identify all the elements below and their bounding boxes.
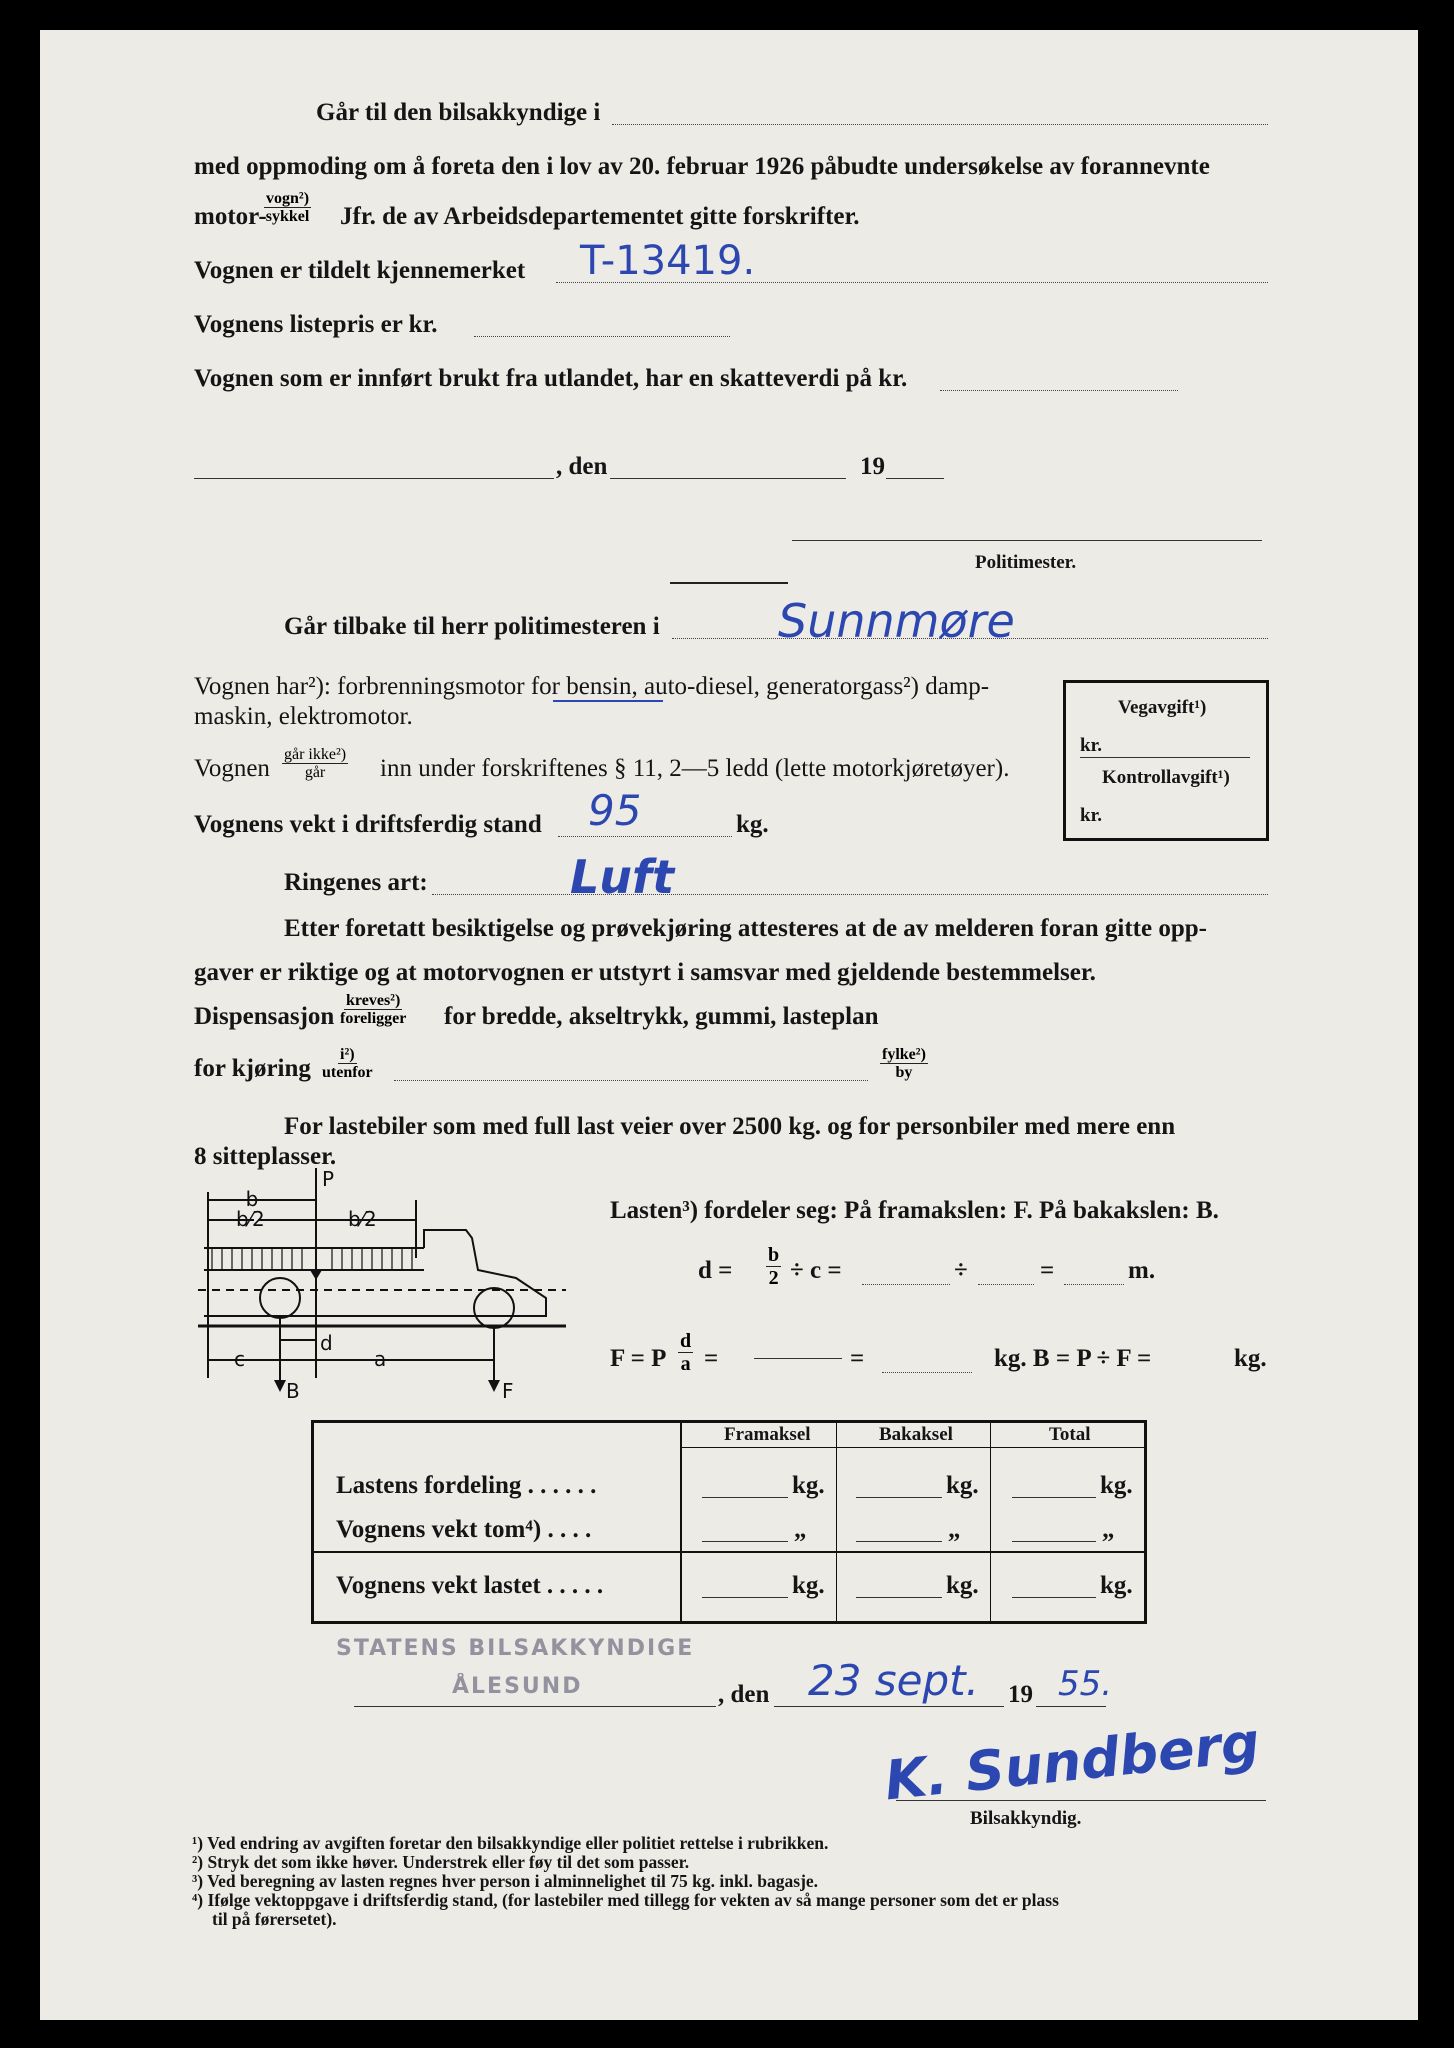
frac-a: a bbox=[680, 1353, 691, 1375]
footnote-2: ²) Stryk det som ikke høver. Understrek eller føy til det som passer. bbox=[192, 1852, 690, 1872]
diagram-label-a: a bbox=[374, 1347, 387, 1371]
kjoring-field[interactable] bbox=[394, 1080, 868, 1081]
formula-eq2: = bbox=[850, 1345, 865, 1372]
table-unit: kg. bbox=[1100, 1472, 1133, 1499]
den-label: , den bbox=[556, 453, 608, 480]
table-cell-field[interactable] bbox=[856, 1541, 942, 1542]
gar-fraction bbox=[282, 746, 348, 781]
formula-F-result[interactable] bbox=[882, 1372, 972, 1373]
diagram-label-d: d bbox=[320, 1331, 333, 1355]
gar-rest: inn under forskriftenes § 11, 2—5 ledd (lette motorkjøretøyer). bbox=[380, 755, 1010, 782]
bilsakkyndig-label: Bilsakkyndig. bbox=[970, 1808, 1082, 1829]
vegavgift-box bbox=[1063, 680, 1269, 841]
kjennemerke-handwritten: T-13419. bbox=[580, 238, 756, 284]
stamp-line1: STATENS BILSAKKYNDIGE bbox=[336, 1636, 695, 1661]
bensin-underline bbox=[553, 700, 663, 702]
ringer-handwritten: Luft bbox=[570, 850, 675, 904]
signed-date-handwritten: 23 sept. bbox=[808, 1656, 979, 1705]
table-row-label: Lastens fordeling . . . . . . bbox=[336, 1472, 597, 1499]
formula-F: F = P bbox=[610, 1345, 667, 1372]
frac-vogn: vogn²) bbox=[266, 190, 310, 207]
kjoring-label: for kjøring bbox=[194, 1055, 311, 1082]
year-field[interactable] bbox=[886, 478, 944, 479]
table-row-label: Vognens vekt lastet . . . . . bbox=[336, 1572, 604, 1599]
listepris-field[interactable] bbox=[474, 336, 730, 337]
diagram-label-F: F bbox=[502, 1379, 514, 1403]
formula-kg: kg. bbox=[1234, 1345, 1267, 1372]
disp-rest: for bredde, akseltrykk, gummi, lasteplan bbox=[444, 1003, 879, 1030]
lastebil-line2: 8 sitteplasser. bbox=[194, 1143, 337, 1170]
form-line2: med oppmoding om å foreta den i lov av 20. februar 1926 påbudte undersøkelse av forannevnte bbox=[194, 153, 1210, 180]
table-unit: kg. bbox=[946, 1572, 979, 1599]
signed-date-field[interactable] bbox=[774, 1706, 1004, 1707]
i-utenfor-fraction bbox=[322, 1046, 373, 1081]
table-header-total: Total bbox=[1049, 1424, 1091, 1445]
signed-year-field[interactable] bbox=[1036, 1706, 1106, 1707]
footnote-1: ¹) Ved endring av avgiften foretar den bilsakkyndige eller politiet rettelse i rubrikken. bbox=[192, 1833, 829, 1853]
bilsakkyndig-signature: K. Sundberg bbox=[881, 1710, 1263, 1813]
frac-i: i²) bbox=[340, 1046, 355, 1063]
table-row-label: Vognens vekt tom⁴) . . . . bbox=[336, 1516, 592, 1543]
vekt-label: Vognens vekt i driftsferdig stand bbox=[194, 811, 542, 838]
diagram-label-b2a: b⁄2 bbox=[236, 1207, 265, 1231]
politimester-signature-field[interactable] bbox=[792, 540, 1262, 541]
table-header-framaksel: Framaksel bbox=[724, 1424, 811, 1445]
frac-utenfor: utenfor bbox=[322, 1064, 373, 1081]
frac-gar-ikke: går ikke²) bbox=[284, 746, 347, 763]
frac-b: b bbox=[768, 1244, 780, 1266]
motor-line2: maskin, elektromotor. bbox=[194, 703, 413, 730]
etter-line2: gaver er riktige og at motorvognen er utstyrt i samsvar med gjeldende bestemmelser. bbox=[194, 959, 1096, 986]
formula-d-field1[interactable] bbox=[862, 1284, 950, 1285]
frac-fylke: fylke²) bbox=[882, 1046, 926, 1063]
axle-load-diagram bbox=[196, 1168, 572, 1404]
diagram-label-b2b: b⁄2 bbox=[348, 1207, 377, 1231]
signed-year-prefix: 19 bbox=[1008, 1681, 1033, 1708]
frac-sykkel: sykkel bbox=[265, 208, 310, 225]
formula-B: kg. B = P ÷ F = bbox=[994, 1345, 1152, 1372]
kjennemerke-label: Vognen er tildelt kjennemerket bbox=[194, 257, 526, 284]
listepris-label: Vognens listepris er kr. bbox=[194, 311, 438, 338]
table-header-bakaksel: Bakaksel bbox=[879, 1424, 953, 1445]
signed-place-field[interactable] bbox=[354, 1706, 716, 1707]
frac-gar: går bbox=[304, 764, 326, 781]
frac-by: by bbox=[895, 1064, 913, 1081]
table-cell-field[interactable] bbox=[1012, 1597, 1096, 1598]
diagram-label-b: b bbox=[245, 1187, 259, 1211]
place-field[interactable] bbox=[194, 478, 554, 479]
frac-kreves: kreves²) bbox=[346, 992, 401, 1009]
stamp-line2: ÅLESUND bbox=[452, 1674, 583, 1699]
vegavgift-kr: kr. bbox=[1080, 735, 1103, 756]
diagram-label-c: c bbox=[234, 1347, 245, 1371]
frac-dd: d bbox=[680, 1330, 692, 1352]
politimester-label: Politimester. bbox=[975, 552, 1077, 573]
skatteverdi-label: Vognen som er innført brukt fra utlandet, har en skatteverdi på kr. bbox=[194, 365, 908, 392]
date-field[interactable] bbox=[610, 478, 846, 479]
table-cell-field[interactable] bbox=[702, 1497, 788, 1498]
vegavgift-field[interactable] bbox=[1080, 757, 1250, 758]
kontrollavgift-label: Kontrollavgift¹) bbox=[1102, 767, 1230, 788]
table-cell-field[interactable] bbox=[856, 1597, 942, 1598]
motor-prefix: motor- bbox=[194, 203, 267, 230]
formula-div: ÷ bbox=[954, 1257, 968, 1284]
footnote-4: ⁴) Ifølge vektoppgave i driftsferdig stand, (for lastebiler med tillegg for vekten av så mange personer som det er plass bbox=[192, 1890, 1059, 1910]
table-unit: „ bbox=[794, 1516, 807, 1543]
ringer-field[interactable] bbox=[432, 894, 1268, 895]
weight-table bbox=[311, 1420, 1147, 1624]
tilbake-handwritten: Sunnmøre bbox=[778, 594, 1015, 648]
frac-2: 2 bbox=[768, 1267, 779, 1289]
formula-d: d = bbox=[698, 1257, 733, 1284]
kreves-fraction bbox=[340, 992, 406, 1027]
disp-label: Dispensasjon bbox=[194, 1003, 335, 1030]
footnote-3: ³) Ved beregning av lasten regnes hver person i alminnelighet til 75 kg. inkl. bagasje. bbox=[192, 1871, 819, 1891]
vogn-sykkel-fraction bbox=[264, 190, 311, 225]
vekt-kg: kg. bbox=[736, 811, 769, 838]
footnote-4-cont: til på førersetet). bbox=[212, 1909, 337, 1929]
table-unit: kg. bbox=[946, 1472, 979, 1499]
formula-d-field2[interactable] bbox=[978, 1284, 1034, 1285]
diagram-label-P: P bbox=[322, 1168, 335, 1191]
tilbake-label: Går tilbake til herr politimesteren i bbox=[284, 613, 660, 640]
form-line1: Går til den bilsakkyndige i bbox=[316, 99, 601, 126]
separator bbox=[670, 582, 788, 584]
table-cell-field[interactable] bbox=[702, 1597, 788, 1598]
fylke-by-fraction bbox=[880, 1046, 928, 1081]
kontrollavgift-kr: kr. bbox=[1080, 805, 1103, 826]
year-prefix: 19 bbox=[860, 453, 885, 480]
vekt-field[interactable] bbox=[558, 836, 732, 837]
table-cell-field[interactable] bbox=[856, 1497, 942, 1498]
vegavgift-label: Vegavgift¹) bbox=[1118, 697, 1207, 718]
formula-d-result[interactable] bbox=[1064, 1284, 1124, 1285]
formula-d-mid: ÷ c = bbox=[790, 1257, 842, 1284]
table-unit: kg. bbox=[792, 1572, 825, 1599]
table-cell-field[interactable] bbox=[1012, 1497, 1096, 1498]
ringer-label: Ringenes art: bbox=[284, 869, 428, 896]
gar-prefix: Vognen bbox=[194, 755, 270, 782]
lastebil-line1: For lastebiler som med full last veier over 2500 kg. og for personbiler med mere enn bbox=[284, 1113, 1176, 1140]
form-line3: Jfr. de av Arbeidsdepartementet gitte forskrifter. bbox=[340, 203, 860, 230]
lasten-line: Lasten³) fordeler seg: På framakslen: F. På bakakslen: B. bbox=[610, 1197, 1219, 1224]
signed-year-handwritten: 55. bbox=[1058, 1664, 1113, 1704]
table-cell-field[interactable] bbox=[1012, 1541, 1096, 1542]
vekt-handwritten: 95 bbox=[588, 786, 642, 835]
diagram-label-B: B bbox=[286, 1379, 300, 1403]
skatteverdi-field[interactable] bbox=[940, 390, 1178, 391]
formula-F-mid: = bbox=[704, 1345, 719, 1372]
table-unit: kg. bbox=[1100, 1572, 1133, 1599]
frac-b-2 bbox=[766, 1244, 781, 1289]
frac-foreligger: foreligger bbox=[340, 1010, 407, 1027]
etter-line1: Etter foretatt besiktigelse og prøvekjøring attesteres at de av melderen foran gitte opp- bbox=[284, 915, 1207, 942]
signed-den: , den bbox=[718, 1681, 770, 1708]
table-unit: „ bbox=[948, 1516, 961, 1543]
bilsakkyndig-location-field[interactable] bbox=[612, 124, 1268, 125]
motor-line1: Vognen har²): forbrenningsmotor for bensin, auto-diesel, generatorgass²) damp- bbox=[194, 673, 990, 700]
table-cell-field[interactable] bbox=[702, 1541, 788, 1542]
table-unit: „ bbox=[1102, 1516, 1115, 1543]
table-unit: kg. bbox=[792, 1472, 825, 1499]
formula-m: m. bbox=[1128, 1257, 1156, 1284]
formula-eq: = bbox=[1040, 1257, 1055, 1284]
formula-F-fraction-bar bbox=[754, 1358, 842, 1359]
frac-d-a bbox=[678, 1330, 693, 1375]
